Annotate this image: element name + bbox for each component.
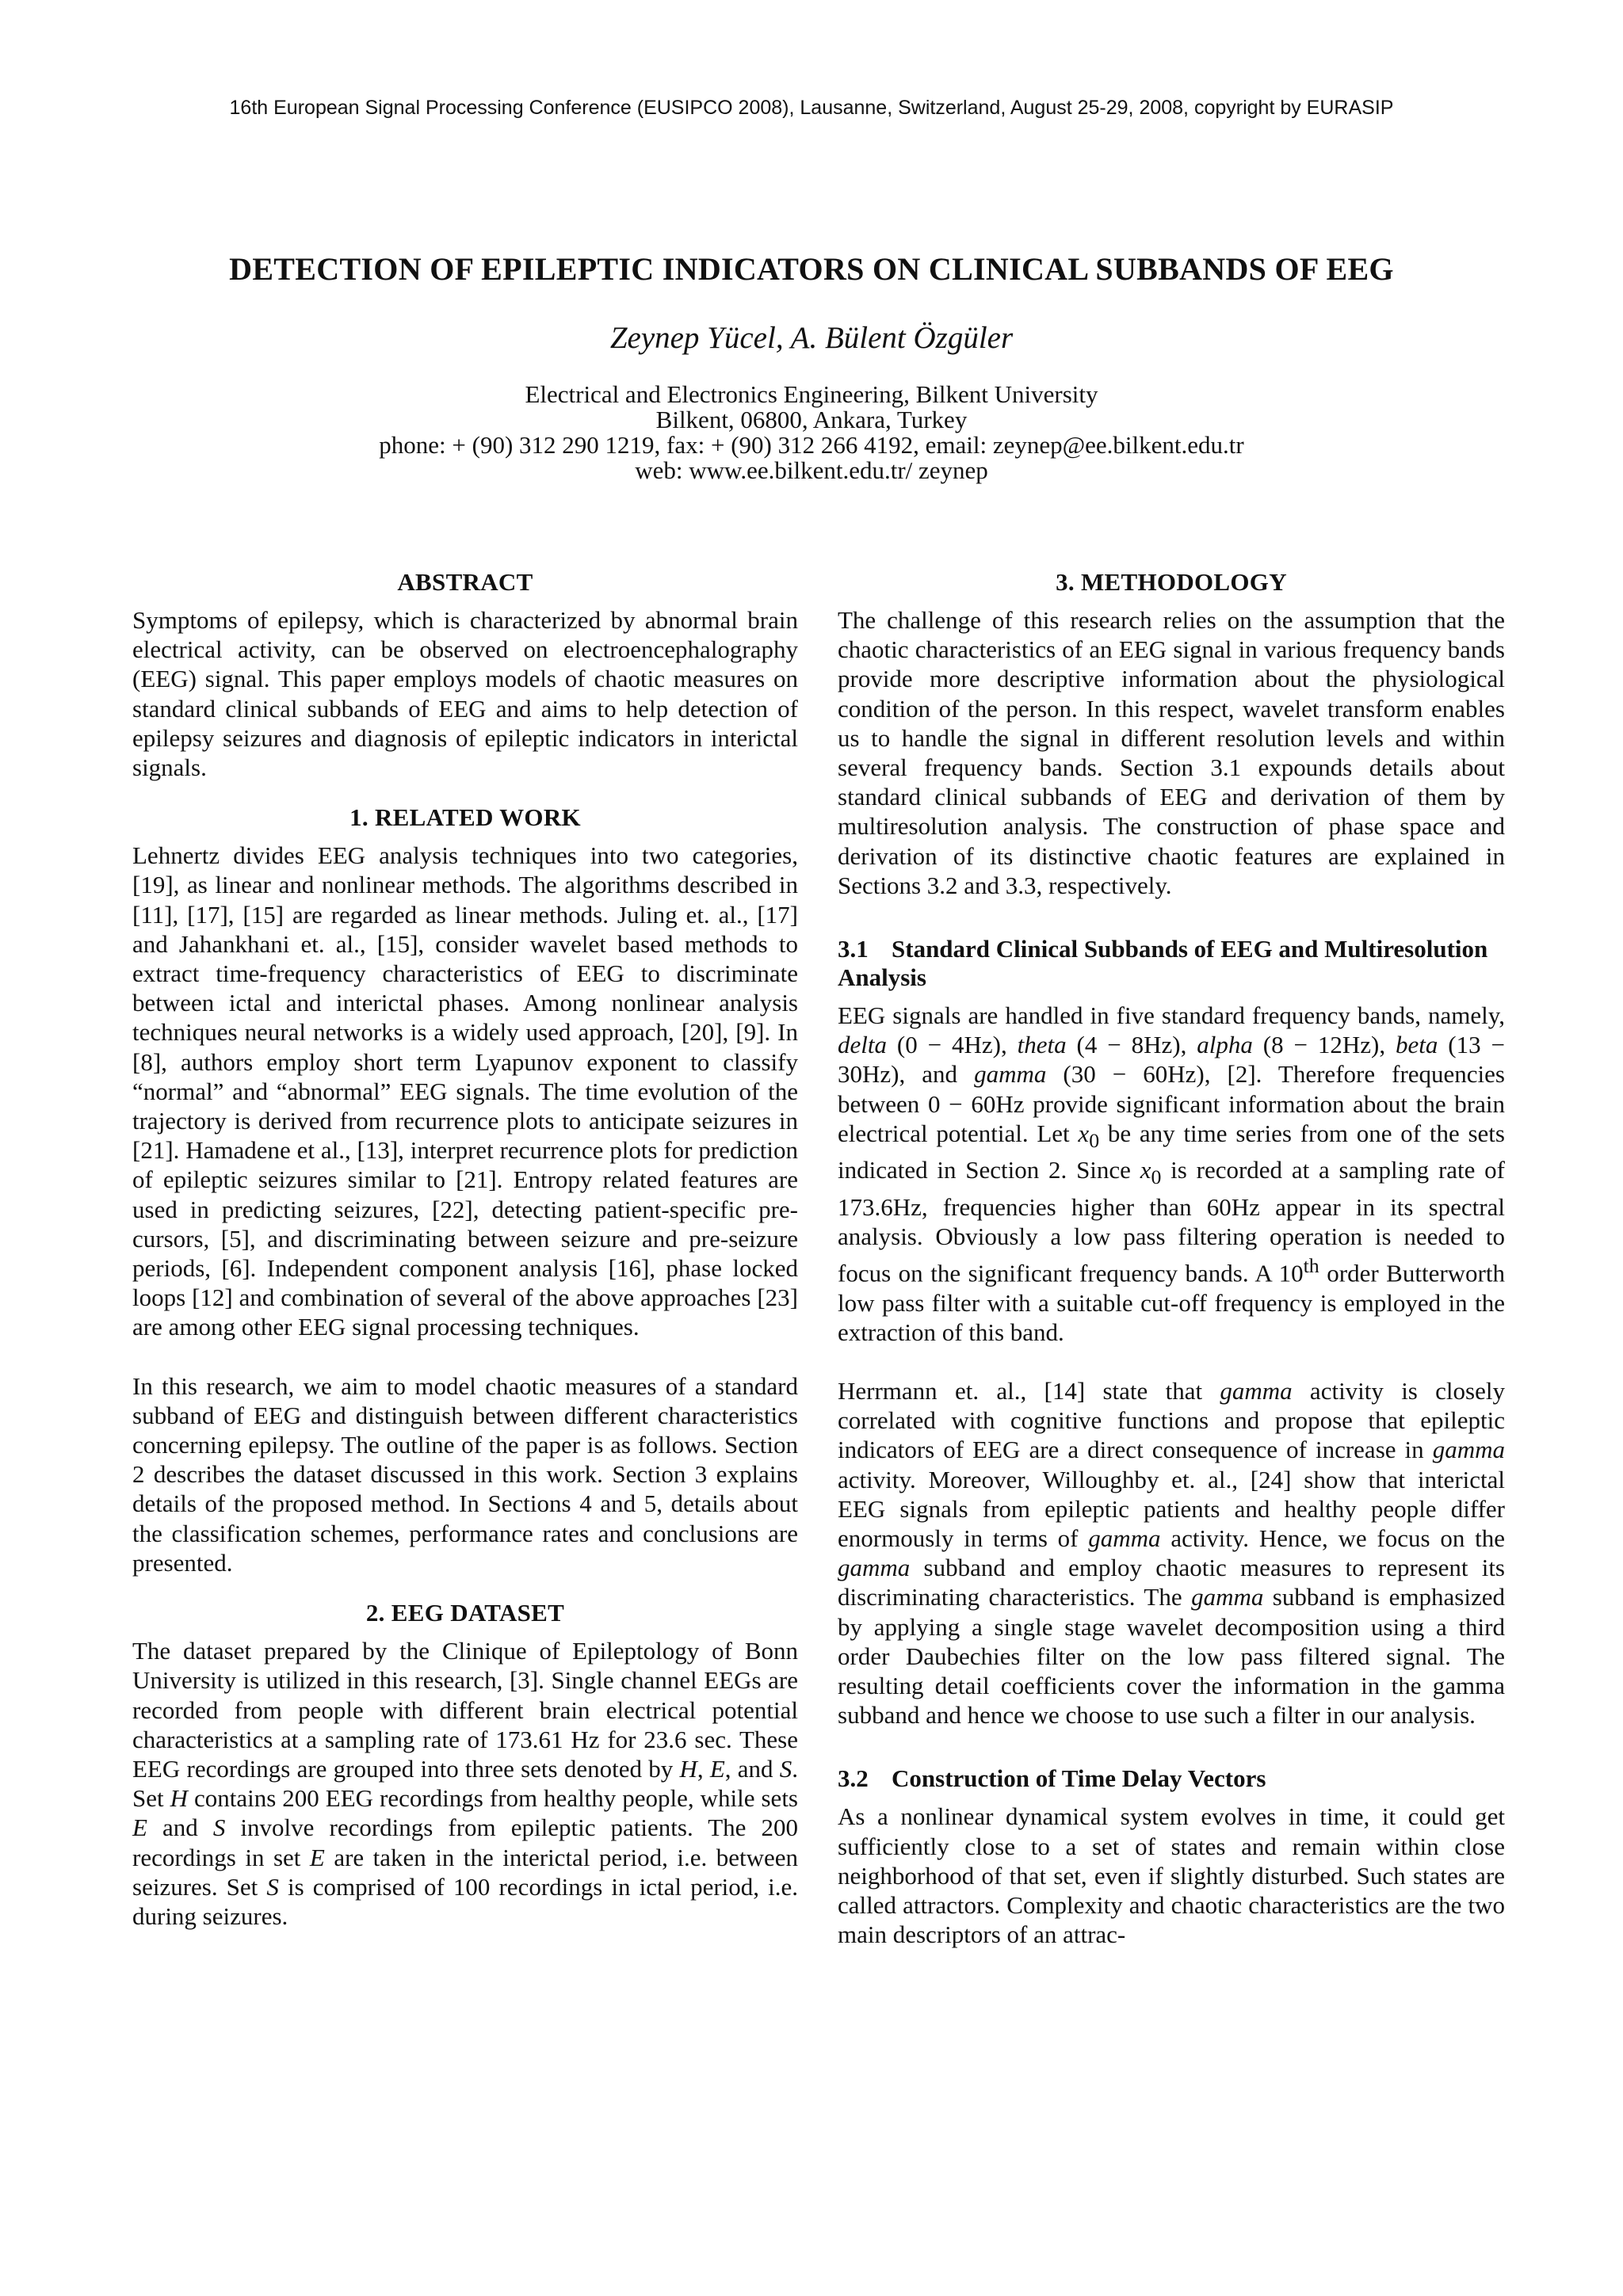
band-delta: delta bbox=[838, 1031, 887, 1059]
band-beta: beta bbox=[1396, 1031, 1438, 1059]
text-run: is recorded at a sampling rate of 173.6Hz, frequencies higher than 60Hz appear in its spectral analysis. Obviously a low pass filtering operation is needed to focus on the significant frequency bands. A 10 bbox=[838, 1156, 1506, 1287]
methodology-paragraph: The challenge of this research relies on the assumption that the chaotic characteristics of an EEG signal in various frequency bands provide more descriptive information about the physiological condition of the person. In this respect, wavelet transform enables us to handle the signal in different resolution levels and within several frequency bands. Section 3.1 expounds details about standard clinical subbands of EEG and derivation of them by multiresolution analysis. The construction of phase space and derivation of its distinctive chaotic features are explained in Sections 3.2 and 3.3, respectively. bbox=[838, 606, 1505, 899]
text-run: is comprised of 100 recordings in ictal period, i.e. during seizures. bbox=[132, 1872, 798, 1930]
set-s: S bbox=[212, 1814, 226, 1842]
conference-header: 16th European Signal Processing Conference (EUSIPCO 2008), Lausanne, Switzerland, August 25-29, 2008, copyright by EURASIP bbox=[229, 97, 1394, 119]
band-gamma: gamma bbox=[1432, 1436, 1505, 1464]
band-gamma: gamma bbox=[838, 1554, 911, 1582]
subsection-number: 3.2 bbox=[838, 1764, 869, 1793]
band-gamma: gamma bbox=[1220, 1376, 1293, 1405]
affiliation-line: Electrical and Electronics Engineering, Bilkent University bbox=[525, 380, 1098, 408]
paper-authors: Zeynep Yücel, A. Bülent Özgüler bbox=[609, 321, 1014, 355]
math-x: x bbox=[1140, 1156, 1151, 1184]
text-run: The dataset prepared by the Clinique of Epileptology of Bonn University is utilized in this research, [3]. Single channel EEGs are recorded from people with different brain electrical potential characteristics at a sampling rate of 173.61 Hz for 23.6 sec. These EEG recordings are grouped into three sets denoted by bbox=[132, 1637, 798, 1783]
text-run: (8 − 12Hz), bbox=[1252, 1031, 1396, 1059]
subsection-number: 3.1 bbox=[838, 935, 869, 963]
related-work-paragraph: In this research, we aim to model chaotic measures of a standard subband of EEG and distinguish between different characteristics concerning epilepsy. The outline of the paper is as follows. Section 2 describes the dataset discussed in this work. Section 3 explains details of the proposed method. In Sections 4 and 5, details about the classification schemes, performance rates and conclusions are presented. bbox=[132, 1371, 798, 1577]
subbands-paragraph bbox=[838, 1001, 1505, 1347]
text-run: , bbox=[697, 1754, 710, 1783]
band-gamma: gamma bbox=[1088, 1524, 1161, 1552]
set-s: S bbox=[779, 1754, 792, 1783]
band-theta: theta bbox=[1017, 1031, 1067, 1059]
set-e: E bbox=[709, 1754, 725, 1783]
set-e: E bbox=[132, 1814, 147, 1842]
abstract-text: Symptoms of epilepsy, which is characterized by abnormal brain electrical activity, can be observed on electroencephalography (EEG) signal. This paper employs models of chaotic measures on standard clinical subbands of EEG and aims to help detection of epilepsy seizures and diagnosis of epileptic indicators in interictal signals. bbox=[132, 606, 798, 782]
text-run: (0 − 4Hz), bbox=[887, 1031, 1018, 1059]
text-run: involve recordings from epileptic patients. The 200 recordings in set bbox=[132, 1814, 799, 1871]
math-x: x bbox=[1078, 1119, 1090, 1147]
band-gamma: gamma bbox=[1191, 1583, 1264, 1611]
text-run: (30 − 60Hz), [2]. Therefore frequencies between 0 − 60Hz provide significant information about the brain electrical potential. Let bbox=[838, 1060, 1505, 1147]
text-run: activity. Moreover, Willoughby et. al., [24] show that interictal EEG signals from epileptic patients and healthy people differ enormously in terms of bbox=[838, 1465, 1505, 1552]
affiliation-block bbox=[0, 382, 1623, 483]
left-column bbox=[132, 567, 798, 1931]
band-gamma: gamma bbox=[974, 1060, 1047, 1089]
eeg-dataset-heading: 2. EEG DATASET bbox=[365, 1599, 565, 1627]
text-run: . Set bbox=[132, 1754, 798, 1813]
set-h: H bbox=[170, 1784, 188, 1813]
text-run: subband and employ chaotic measures to represent its discriminating characteristics. The bbox=[838, 1554, 1505, 1611]
text-run: and bbox=[147, 1814, 213, 1842]
right-column bbox=[838, 567, 1505, 1949]
affiliation-line: phone: + (90) 312 290 1219, fax: + (90) 312 266 4192, email: zeynep@ee.bilkent.edu.tr bbox=[379, 431, 1244, 459]
set-e: E bbox=[309, 1843, 325, 1871]
eeg-dataset-paragraph bbox=[132, 1636, 798, 1931]
subsection-title: Construction of Time Delay Vectors bbox=[892, 1764, 1266, 1793]
text-run: are taken in the interictal period, i.e. between seizures. Set bbox=[132, 1843, 799, 1901]
subsection-3-2-heading bbox=[838, 1764, 1505, 1793]
text-run: be any time series from one of the sets indicated in Section 2. Since bbox=[838, 1119, 1505, 1184]
text-run: contains 200 EEG recordings from healthy people, while sets bbox=[188, 1784, 798, 1813]
time-delay-paragraph: As a nonlinear dynamical system evolves in time, it could get sufficiently close to a set of states and remain within close neighborhood of that set, even if slightly disturbed. Such states are called attractors. Complexity and chaotic characteristics are the two main descriptors of an attrac- bbox=[838, 1802, 1505, 1949]
text-run: (13 − 30Hz), and bbox=[838, 1031, 1505, 1089]
subsection-3-1-heading bbox=[838, 935, 1505, 992]
affiliation-line: web: www.ee.bilkent.edu.tr/ zeynep bbox=[635, 456, 988, 484]
math-subscript: 0 bbox=[1151, 1165, 1162, 1189]
related-work-heading: 1. RELATED WORK bbox=[349, 803, 581, 832]
text-run: activity. Hence, we focus on the bbox=[1160, 1524, 1505, 1552]
related-work-paragraph: Lehnertz divides EEG analysis techniques into two categories, [19], as linear and nonlinear methods. The algorithms described in [11], [17], [15] are regarded as linear methods. Juling et. al., [17] and Jahankhani et. al., [15], consider wavelet based methods to extract time-frequency characteristics of EEG to discriminate between ictal and interictal phases. Among nonlinear analysis techniques neural networks is a widely used approach, [20], [9]. In [8], authors employ short term Lyapunov exponent to classify “normal” and “abnormal” EEG signals. The time evolution of the trajectory is derived from recurrence plots to anticipate seizures in [21]. Hamadene et al., [13], interpret recurrence plots for prediction of epileptic seizures similar to [21]. Entropy related features are used in predicting seizures, [22], detecting patient-specific pre-cursors, [5], and discriminating between seizure and pre-seizure periods, [6]. Independent component analysis [16], phase locked loops [12] and combination of several of the above approaches [23] are among other EEG signal processing techniques. bbox=[132, 841, 798, 1341]
paper-title: DETECTION OF EPILEPTIC INDICATORS ON CLINICAL SUBBANDS OF EEG bbox=[229, 251, 1394, 287]
band-alpha: alpha bbox=[1197, 1031, 1253, 1059]
methodology-heading: 3. METHODOLOGY bbox=[1056, 568, 1287, 596]
abstract-heading: ABSTRACT bbox=[397, 568, 533, 596]
affiliation-line: Bilkent, 06800, Ankara, Turkey bbox=[655, 406, 968, 433]
math-subscript: 0 bbox=[1089, 1129, 1100, 1153]
text-run: , and bbox=[724, 1754, 780, 1783]
subsection-title: Standard Clinical Subbands of EEG and Multiresolution Analysis bbox=[838, 935, 1488, 992]
set-h: H bbox=[679, 1754, 697, 1783]
text-run: Herrmann et. al., [14] state that bbox=[838, 1376, 1220, 1405]
text-run: subband is emphasized by applying a single stage wavelet decomposition using a third order Daubechies filter on the low pass filtered signal. The resulting detail coefficients cover the information in the gamma subband and hence we choose to use such a filter in our analysis. bbox=[838, 1583, 1506, 1730]
text-run: order Butterworth low pass filter with a suitable cut-off frequency is employed in the extraction of this band. bbox=[838, 1259, 1505, 1346]
text-run: activity is closely correlated with cognitive functions and propose that epileptic indicators of EEG are a direct consequence of increase in bbox=[838, 1376, 1505, 1464]
set-s: S bbox=[266, 1872, 279, 1901]
text-run: (4 − 8Hz), bbox=[1066, 1031, 1197, 1059]
text-run: EEG signals are handled in five standard frequency bands, namely, bbox=[838, 1001, 1505, 1030]
gamma-paragraph bbox=[838, 1376, 1505, 1730]
ordinal-superscript: th bbox=[1303, 1254, 1319, 1278]
